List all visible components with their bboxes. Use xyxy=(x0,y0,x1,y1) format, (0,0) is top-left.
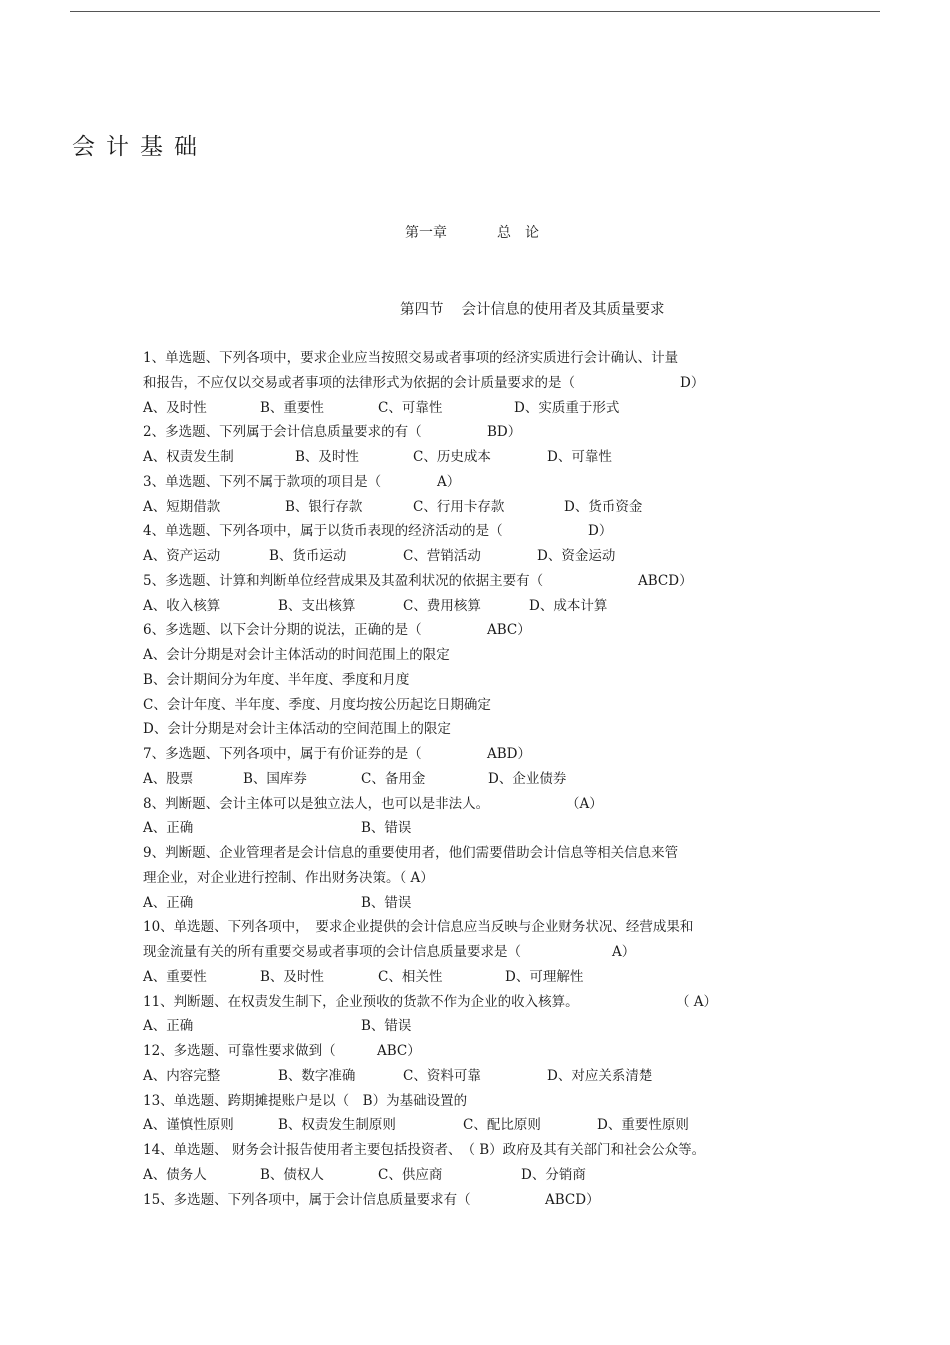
question-text: 9、判断题、企业管理者是会计信息的重要使用者，他们需要借助会计信息等相关信息来管 xyxy=(143,845,679,861)
answer-key: ABCD） xyxy=(545,1192,600,1208)
answer-option: A、谨慎性原则 xyxy=(143,1117,234,1133)
answer-option: D、企业债券 xyxy=(488,771,567,787)
question-line xyxy=(143,1042,421,1060)
question-text: C、会计年度、半年度、季度、月度均按公历起讫日期确定 xyxy=(143,697,491,713)
question-text: 7、多选题、下列各项中，属于有价证券的是（ xyxy=(143,746,422,762)
answer-key: A） xyxy=(437,474,461,490)
answer-option: B、错误 xyxy=(361,820,412,836)
answer-option: B、错误 xyxy=(361,895,412,911)
question-text: 3、单选题、下列不属于款项的项目是（ xyxy=(143,474,382,490)
answer-key: D） xyxy=(680,375,705,391)
question-text: 11、判断题、在权责发生制下，企业预收的货款不作为企业的收入核算。 xyxy=(143,994,579,1010)
answer-option: C、供应商 xyxy=(378,1167,443,1183)
answer-option: D、可靠性 xyxy=(547,449,612,465)
answer-option: A、股票 xyxy=(143,771,194,787)
question-line xyxy=(143,993,718,1011)
answer-option: C、费用核算 xyxy=(403,598,481,614)
answer-option: D、对应关系清楚 xyxy=(547,1068,653,1084)
section-heading xyxy=(400,298,665,319)
question-line xyxy=(143,1191,600,1209)
answer-option: B、数字准确 xyxy=(278,1068,356,1084)
question-line xyxy=(143,374,705,392)
answer-option: D、重要性原则 xyxy=(597,1117,689,1133)
question-text: 8、判断题、会计主体可以是独立法人，也可以是非法人。 xyxy=(143,796,490,812)
question-line xyxy=(143,572,693,590)
answer-option: C、备用金 xyxy=(361,771,426,787)
question-text: 4、单选题、下列各项中，属于以货币表现的经济活动的是（ xyxy=(143,523,503,539)
answer-option: A、内容完整 xyxy=(143,1068,221,1084)
answer-option: C、相关性 xyxy=(378,969,443,985)
question-text: 5、多选题、计算和判断单位经营成果及其盈利状况的依据主要有（ xyxy=(143,573,544,589)
chapter-heading xyxy=(405,222,539,242)
answer-key: ABC） xyxy=(487,622,531,638)
question-text: 12、多选题、可靠性要求做到（ xyxy=(143,1043,336,1059)
answer-option: C、行用卡存款 xyxy=(413,499,505,515)
question-line xyxy=(143,473,461,491)
answer-option: C、资料可靠 xyxy=(403,1068,481,1084)
answer-option: C、历史成本 xyxy=(413,449,491,465)
question-line xyxy=(143,844,678,862)
document-title: 会计基础 xyxy=(72,134,208,160)
question-text: 现金流量有关的所有重要交易或者事项的会计信息质量要求是（ xyxy=(143,944,521,960)
section-name: 会计信息的使用者及其质量要求 xyxy=(461,302,665,318)
question-line xyxy=(143,720,451,738)
header-rule xyxy=(70,11,880,12)
question-line xyxy=(143,869,434,887)
chapter-name: 总 论 xyxy=(497,225,539,241)
answer-option: B、支出核算 xyxy=(278,598,356,614)
question-text: A、会计分期是对会计主体活动的时间范围上的限定 xyxy=(143,647,450,663)
question-text: B、会计期间分为年度、半年度、季度和月度 xyxy=(143,672,410,688)
question-line xyxy=(143,918,693,936)
question-text: 14、单选题、 财务会计报告使用者主要包括投资者、 （ B）政府及其有关部门和社会公众等。 xyxy=(143,1142,706,1158)
question-text: 理企业，对企业进行控制、作出财务决策。（ A） xyxy=(143,870,434,886)
answer-option: C、可靠性 xyxy=(378,400,443,416)
answer-option: A、债务人 xyxy=(143,1167,207,1183)
answer-option: D、分销商 xyxy=(521,1167,586,1183)
question-line xyxy=(143,696,491,714)
answer-option: D、成本计算 xyxy=(529,598,608,614)
answer-option: B、银行存款 xyxy=(285,499,363,515)
answer-option: A、及时性 xyxy=(143,400,207,416)
answer-option: B、债权人 xyxy=(260,1167,324,1183)
answer-option: A、正确 xyxy=(143,820,194,836)
answer-key: ABD） xyxy=(487,746,531,762)
question-text: 13、单选题、跨期摊提账户是以（ B）为基础设置的 xyxy=(143,1093,468,1109)
answer-option: A、资产运动 xyxy=(143,548,221,564)
answer-key: A） xyxy=(612,944,636,960)
answer-option: A、短期借款 xyxy=(143,499,221,515)
question-text: 6、多选题、以下会计分期的说法，正确的是（ xyxy=(143,622,422,638)
answer-key: BD） xyxy=(487,424,522,440)
answer-option: D、货币资金 xyxy=(564,499,643,515)
answer-option: D、实质重于形式 xyxy=(514,400,620,416)
question-text: 1、单选题、下列各项中，要求企业应当按照交易或者事项的经济实质进行会计确认、计量 xyxy=(143,350,679,366)
answer-option: B、及时性 xyxy=(295,449,359,465)
question-line xyxy=(143,1141,705,1159)
answer-key: D） xyxy=(588,523,613,539)
answer-option: B、权责发生制原则 xyxy=(278,1117,396,1133)
question-text: 和报告，不应仅以交易或者事项的法律形式为依据的会计质量要求的是（ xyxy=(143,375,575,391)
answer-key: ABC） xyxy=(377,1043,421,1059)
question-text: 2、多选题、下列属于会计信息质量要求的有（ xyxy=(143,424,422,440)
answer-key: （ A） xyxy=(676,994,718,1010)
answer-option: B、国库券 xyxy=(243,771,307,787)
answer-option: A、重要性 xyxy=(143,969,207,985)
answer-key: ABCD） xyxy=(638,573,693,589)
section-number: 第四节 xyxy=(400,302,444,318)
question-text: 10、单选题、下列各项中， 要求企业提供的会计信息应当反映与企业财务状况、经营成果和 xyxy=(143,919,694,935)
answer-option: D、可理解性 xyxy=(505,969,584,985)
question-line xyxy=(143,349,678,367)
question-text: 15、多选题、下列各项中，属于会计信息质量要求有（ xyxy=(143,1192,471,1208)
question-line xyxy=(143,522,613,540)
answer-option: A、正确 xyxy=(143,1018,194,1034)
answer-option: C、配比原则 xyxy=(463,1117,541,1133)
answer-option: C、营销活动 xyxy=(403,548,481,564)
answer-option: B、货币运动 xyxy=(269,548,347,564)
answer-option: B、重要性 xyxy=(260,400,324,416)
answer-option: A、权责发生制 xyxy=(143,449,234,465)
answer-option: A、收入核算 xyxy=(143,598,221,614)
answer-option: D、资金运动 xyxy=(537,548,616,564)
answer-option: B、错误 xyxy=(361,1018,412,1034)
question-line xyxy=(143,745,531,763)
question-line xyxy=(143,1092,467,1110)
question-line xyxy=(143,671,409,689)
question-line xyxy=(143,795,603,813)
answer-option: A、正确 xyxy=(143,895,194,911)
question-line xyxy=(143,943,636,961)
answer-option: B、及时性 xyxy=(260,969,324,985)
chapter-number: 第一章 xyxy=(405,225,447,241)
question-line xyxy=(143,423,522,441)
question-text: D、会计分期是对会计主体活动的空间范围上的限定 xyxy=(143,721,451,737)
question-line xyxy=(143,621,531,639)
answer-key: （A） xyxy=(566,796,603,812)
question-line xyxy=(143,646,450,664)
